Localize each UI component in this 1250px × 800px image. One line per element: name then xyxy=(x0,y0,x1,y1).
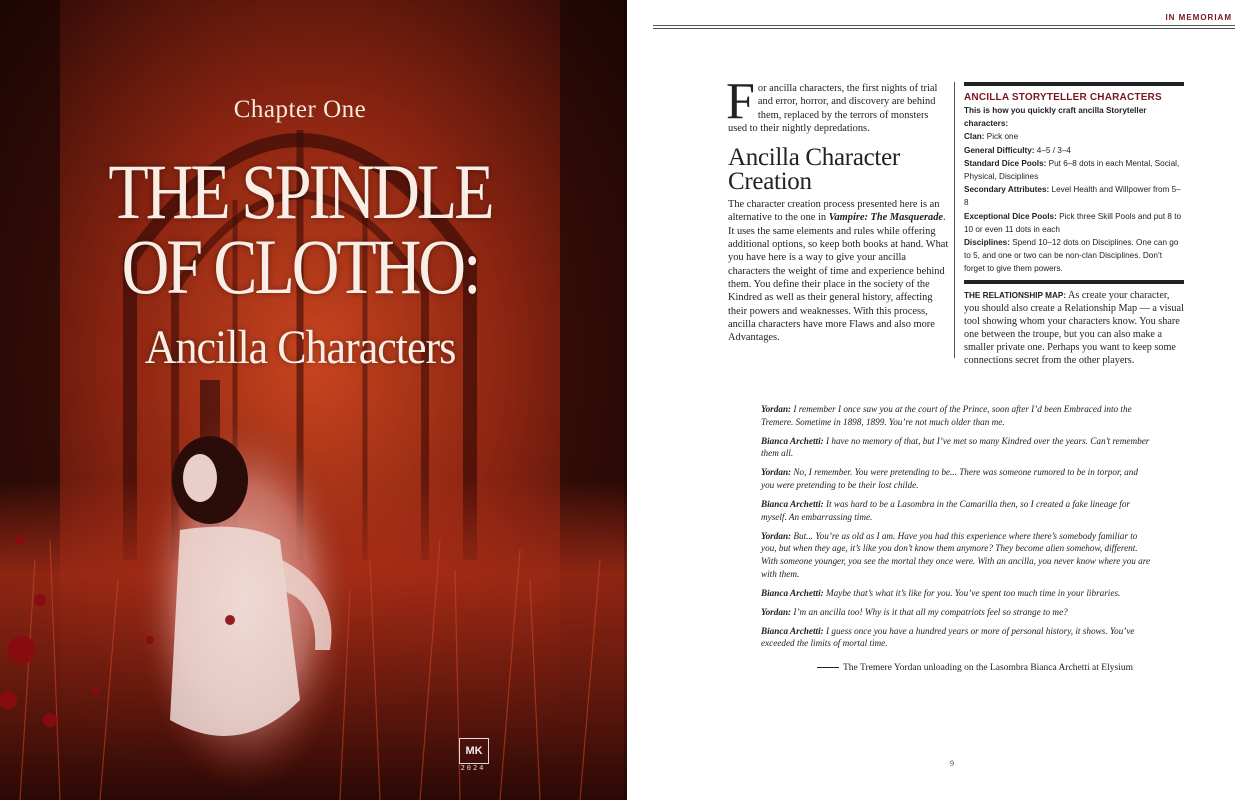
sidebar-bottom-rule xyxy=(964,280,1184,284)
sidebar-item xyxy=(964,236,1184,276)
artist-logo: MK xyxy=(459,738,489,764)
running-head: IN MEMORIAM xyxy=(1165,13,1232,22)
dialogue-line xyxy=(761,403,1151,428)
dialogue-speaker: Bianca Archetti: xyxy=(761,435,824,446)
dialogue-block xyxy=(761,403,1151,657)
attribution-text: The Tremere Yordan unloading on the Lasombra Bianca Archetti at Elysium xyxy=(843,663,1133,673)
chapter-title-line-2: OF CLOTHO: xyxy=(121,224,479,311)
dialogue-speaker: Bianca Archetti: xyxy=(761,587,824,598)
drop-cap: F xyxy=(726,73,755,130)
chapter-label: Chapter One xyxy=(233,96,367,123)
sidebar-item-text: 4–5 / 3–4 xyxy=(1034,145,1071,155)
sidebar-item-text: Level Health and Willpower from 5–8 xyxy=(964,185,1181,208)
sidebar-title: ANCILLA STORYTELLER CHARACTERS xyxy=(964,92,1162,103)
page-number: 9 xyxy=(950,759,954,768)
body-paragraph xyxy=(728,198,950,344)
dialogue-line xyxy=(761,606,1151,619)
sidebar-item-label: Clan: xyxy=(964,132,985,142)
dialogue-speaker: Yordan: xyxy=(761,606,792,617)
dialogue-text: No, I remember. You were pretending to be... There was someone rumored to be in torpor, and you were pretending to be their lost childe. xyxy=(761,467,1138,490)
column-divider xyxy=(954,82,955,358)
text-page xyxy=(627,0,1250,800)
intro-text: or ancilla characters, the first nights of trial and error, horror, and discovery are behind them, replaced by the terrors of monsters used to their nightly depredations. xyxy=(728,83,938,134)
relationship-map-paragraph xyxy=(964,289,1184,367)
dialogue-speaker: Yordan: xyxy=(761,530,792,541)
sidebar-item-label: This is how you quickly craft ancilla Storyteller characters: xyxy=(964,106,1147,129)
relationship-map-text: As create your character, you should also create a Relationship Map — a visual tool showing whom your characters know. You share one between the troupe, but you can also make a smaller private one. Perhaps you want to keep some connections secret from the other players. xyxy=(964,289,1184,366)
chapter-title-line-1: THE SPINDLE xyxy=(108,149,492,236)
dialogue-text: I remember I once saw you at the court of the Prince, soon after I’d been Embraced into the Tremere. Sometime in 1898, 1899. You’re not much older than me. xyxy=(761,404,1132,427)
book-reference: Vampire: The Masquerade xyxy=(828,212,943,224)
intro-paragraph xyxy=(726,73,950,135)
sidebar-item-text: Pick three Skill Pools and put 8 to 10 or even 11 dots in each xyxy=(964,211,1182,234)
header-rule-secondary xyxy=(653,28,1235,29)
sidebar-item-label: Exceptional Dice Pools: xyxy=(964,211,1057,221)
artist-logo-year: 2024 xyxy=(460,764,486,772)
dialogue-text: I guess once you have a hundred years or more of personal history, it shows. You’ve exceeded the limits of mortal time. xyxy=(761,625,1135,649)
dialogue-speaker: Bianca Archetti: xyxy=(761,499,824,510)
em-dash-rule xyxy=(817,667,839,668)
section-title: Ancilla Character Creation xyxy=(728,144,900,196)
right-column xyxy=(964,82,1184,367)
header-rule xyxy=(653,25,1235,26)
dialogue-text: Maybe that’s what it’s like for you. You’ve spent too much time in your libraries. xyxy=(823,587,1121,598)
left-column xyxy=(726,73,950,344)
sidebar-item-text: Put 6–8 dots in each Mental, Social, Physical, Disciplines xyxy=(964,158,1180,182)
dialogue-line xyxy=(761,498,1151,523)
sidebar-item-label: Standard Dice Pools: xyxy=(964,158,1047,168)
dialogue-speaker: Bianca Archetti: xyxy=(761,625,824,636)
sidebar-item-label: Secondary Attributes: xyxy=(964,185,1050,195)
sidebar-item xyxy=(964,144,1184,157)
dialogue-line xyxy=(761,625,1151,650)
body-text-start: The character creation process presented here is an alternative to the one in xyxy=(728,199,940,224)
dialogue-line xyxy=(761,435,1151,460)
sidebar-item xyxy=(964,157,1184,183)
relationship-map-label: THE RELATIONSHIP MAP: xyxy=(964,290,1067,300)
chapter-subtitle: Ancilla Characters xyxy=(144,321,456,374)
sidebar-item xyxy=(964,183,1184,209)
dialogue-text: I have no memory of that, but I’ve met so many Kindred over the years. Can’t remember them all. xyxy=(761,435,1150,459)
sidebar-top-rule xyxy=(964,82,1184,86)
dialogue-speaker: Yordan: xyxy=(761,404,792,414)
sidebar-item-label: General Difficulty: xyxy=(964,145,1035,155)
dialogue-text: But... You’re as old as I am. Have you had this experience where there’s somebody familiar to you, but when they age, it’s like you don’t know them anymore? They become alien somehow, different. With someone younger, you see the mortal they once were. With an ancilla, you never know where you are with them. xyxy=(761,530,1151,579)
sidebar-item-text: Pick one xyxy=(984,132,1019,142)
dialogue-line xyxy=(761,530,1151,580)
sidebar-list xyxy=(964,104,1184,276)
dialogue-line xyxy=(761,466,1151,491)
sidebar-item xyxy=(964,210,1184,236)
dialogue-attribution xyxy=(817,663,1157,673)
dialogue-line xyxy=(761,587,1151,600)
sidebar-item-text: Spend 10–12 dots on Disciplines. One can go to 5, and one or two can be non-clan Disciplines. Don’t forget to give them powers. xyxy=(964,238,1179,274)
dialogue-text: It was hard to be a Lasombra in the Camarilla then, so I created a fake lineage for myself. An embarrassing time. xyxy=(761,499,1131,522)
body-text-end: . It uses the same elements and rules while offering additional options, so keep both books at hand. What you have here is a way to give your ancilla characters the weight of time and experience behind them. You define their place in the society of the Kindred as well as their general history, affecting their powers and weaknesses. With this process, ancilla characters have more Flaws and also more Advantages. xyxy=(728,212,949,344)
dialogue-speaker: Yordan: xyxy=(761,467,792,478)
sidebar-item-label: Disciplines: xyxy=(964,238,1010,248)
dialogue-text: I’m an ancilla too! Why is it that all my compatriots feel so strange to me? xyxy=(791,606,1068,617)
sidebar-item xyxy=(964,104,1184,130)
sidebar-item xyxy=(964,130,1184,143)
